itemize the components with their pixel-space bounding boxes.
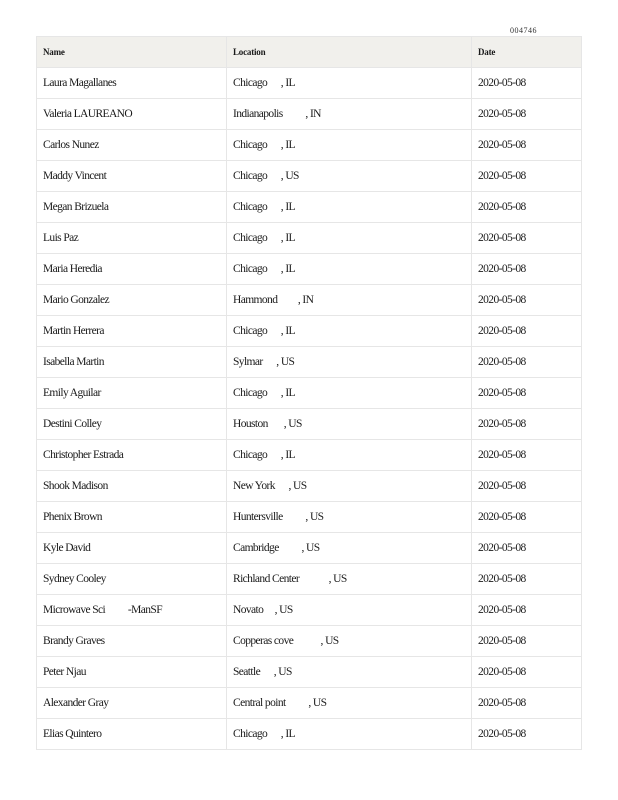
page-number: 004746 [510, 26, 537, 35]
table-row [37, 285, 582, 316]
cell-name: Luis Paz [37, 223, 227, 254]
cell-name: Megan Brizuela [37, 192, 227, 223]
cell-date: 2020-05-08 [472, 161, 582, 192]
cell-name: Microwave Sci -ManSF [37, 595, 227, 626]
cell-name: Destini Colley [37, 409, 227, 440]
cell-date: 2020-05-08 [472, 285, 582, 316]
table-row [37, 223, 582, 254]
cell-name: Shook Madison [37, 471, 227, 502]
cell-name: Carlos Nunez [37, 130, 227, 161]
cell-location: Houston , US [227, 409, 472, 440]
cell-date: 2020-05-08 [472, 409, 582, 440]
cell-location: Chicago , IL [227, 440, 472, 471]
cell-date: 2020-05-08 [472, 254, 582, 285]
cell-location: Chicago , IL [227, 719, 472, 750]
cell-location: Copperas cove , US [227, 626, 472, 657]
cell-date: 2020-05-08 [472, 719, 582, 750]
cell-date: 2020-05-08 [472, 471, 582, 502]
cell-date: 2020-05-08 [472, 316, 582, 347]
cell-location: Novato , US [227, 595, 472, 626]
table-row [37, 316, 582, 347]
signers-table [36, 36, 582, 750]
cell-location: Chicago , US [227, 161, 472, 192]
cell-date: 2020-05-08 [472, 68, 582, 99]
cell-location: Chicago , IL [227, 378, 472, 409]
cell-name: Sydney Cooley [37, 564, 227, 595]
cell-name: Maddy Vincent [37, 161, 227, 192]
column-header-name: Name [37, 37, 227, 68]
cell-name: Valeria LAUREANO [37, 99, 227, 130]
cell-name: Brandy Graves [37, 626, 227, 657]
cell-date: 2020-05-08 [472, 223, 582, 254]
cell-location: Hammond , IN [227, 285, 472, 316]
cell-name: Kyle David [37, 533, 227, 564]
table-row [37, 161, 582, 192]
cell-location: Chicago , IL [227, 130, 472, 161]
table-header [37, 37, 582, 68]
table-row [37, 99, 582, 130]
cell-date: 2020-05-08 [472, 657, 582, 688]
column-header-location: Location [227, 37, 472, 68]
cell-date: 2020-05-08 [472, 564, 582, 595]
table-row [37, 192, 582, 223]
cell-name: Peter Njau [37, 657, 227, 688]
table-row [37, 533, 582, 564]
table-row [37, 347, 582, 378]
table-body [37, 68, 582, 750]
cell-location: Chicago , IL [227, 68, 472, 99]
table-row [37, 626, 582, 657]
cell-date: 2020-05-08 [472, 533, 582, 564]
cell-name: Isabella Martin [37, 347, 227, 378]
table-row [37, 409, 582, 440]
table-row [37, 254, 582, 285]
cell-name: Laura Magallanes [37, 68, 227, 99]
cell-date: 2020-05-08 [472, 626, 582, 657]
cell-location: Chicago , IL [227, 192, 472, 223]
cell-location: Huntersville , US [227, 502, 472, 533]
table-row [37, 471, 582, 502]
cell-date: 2020-05-08 [472, 378, 582, 409]
cell-name: Phenix Brown [37, 502, 227, 533]
table-row [37, 657, 582, 688]
header-row [37, 37, 582, 68]
cell-location: Central point , US [227, 688, 472, 719]
cell-location: New York , US [227, 471, 472, 502]
cell-location: Sylmar , US [227, 347, 472, 378]
cell-date: 2020-05-08 [472, 192, 582, 223]
cell-location: Cambridge , US [227, 533, 472, 564]
cell-name: Elias Quintero [37, 719, 227, 750]
cell-date: 2020-05-08 [472, 130, 582, 161]
table-row [37, 440, 582, 471]
cell-name: Mario Gonzalez [37, 285, 227, 316]
cell-name: Emily Aguilar [37, 378, 227, 409]
table-row [37, 688, 582, 719]
cell-location: Seattle , US [227, 657, 472, 688]
cell-name: Maria Heredia [37, 254, 227, 285]
cell-location: Chicago , IL [227, 254, 472, 285]
table-row [37, 502, 582, 533]
cell-name: Christopher Estrada [37, 440, 227, 471]
cell-date: 2020-05-08 [472, 502, 582, 533]
cell-date: 2020-05-08 [472, 688, 582, 719]
table-row [37, 564, 582, 595]
cell-location: Richland Center , US [227, 564, 472, 595]
table-row [37, 68, 582, 99]
cell-date: 2020-05-08 [472, 595, 582, 626]
cell-name: Alexander Gray [37, 688, 227, 719]
table-row [37, 595, 582, 626]
cell-location: Chicago , IL [227, 223, 472, 254]
table-row [37, 130, 582, 161]
cell-date: 2020-05-08 [472, 347, 582, 378]
cell-location: Indianapolis , IN [227, 99, 472, 130]
cell-date: 2020-05-08 [472, 440, 582, 471]
cell-location: Chicago , IL [227, 316, 472, 347]
column-header-date: Date [472, 37, 582, 68]
table-row [37, 378, 582, 409]
cell-name: Martin Herrera [37, 316, 227, 347]
cell-date: 2020-05-08 [472, 99, 582, 130]
table-row [37, 719, 582, 750]
